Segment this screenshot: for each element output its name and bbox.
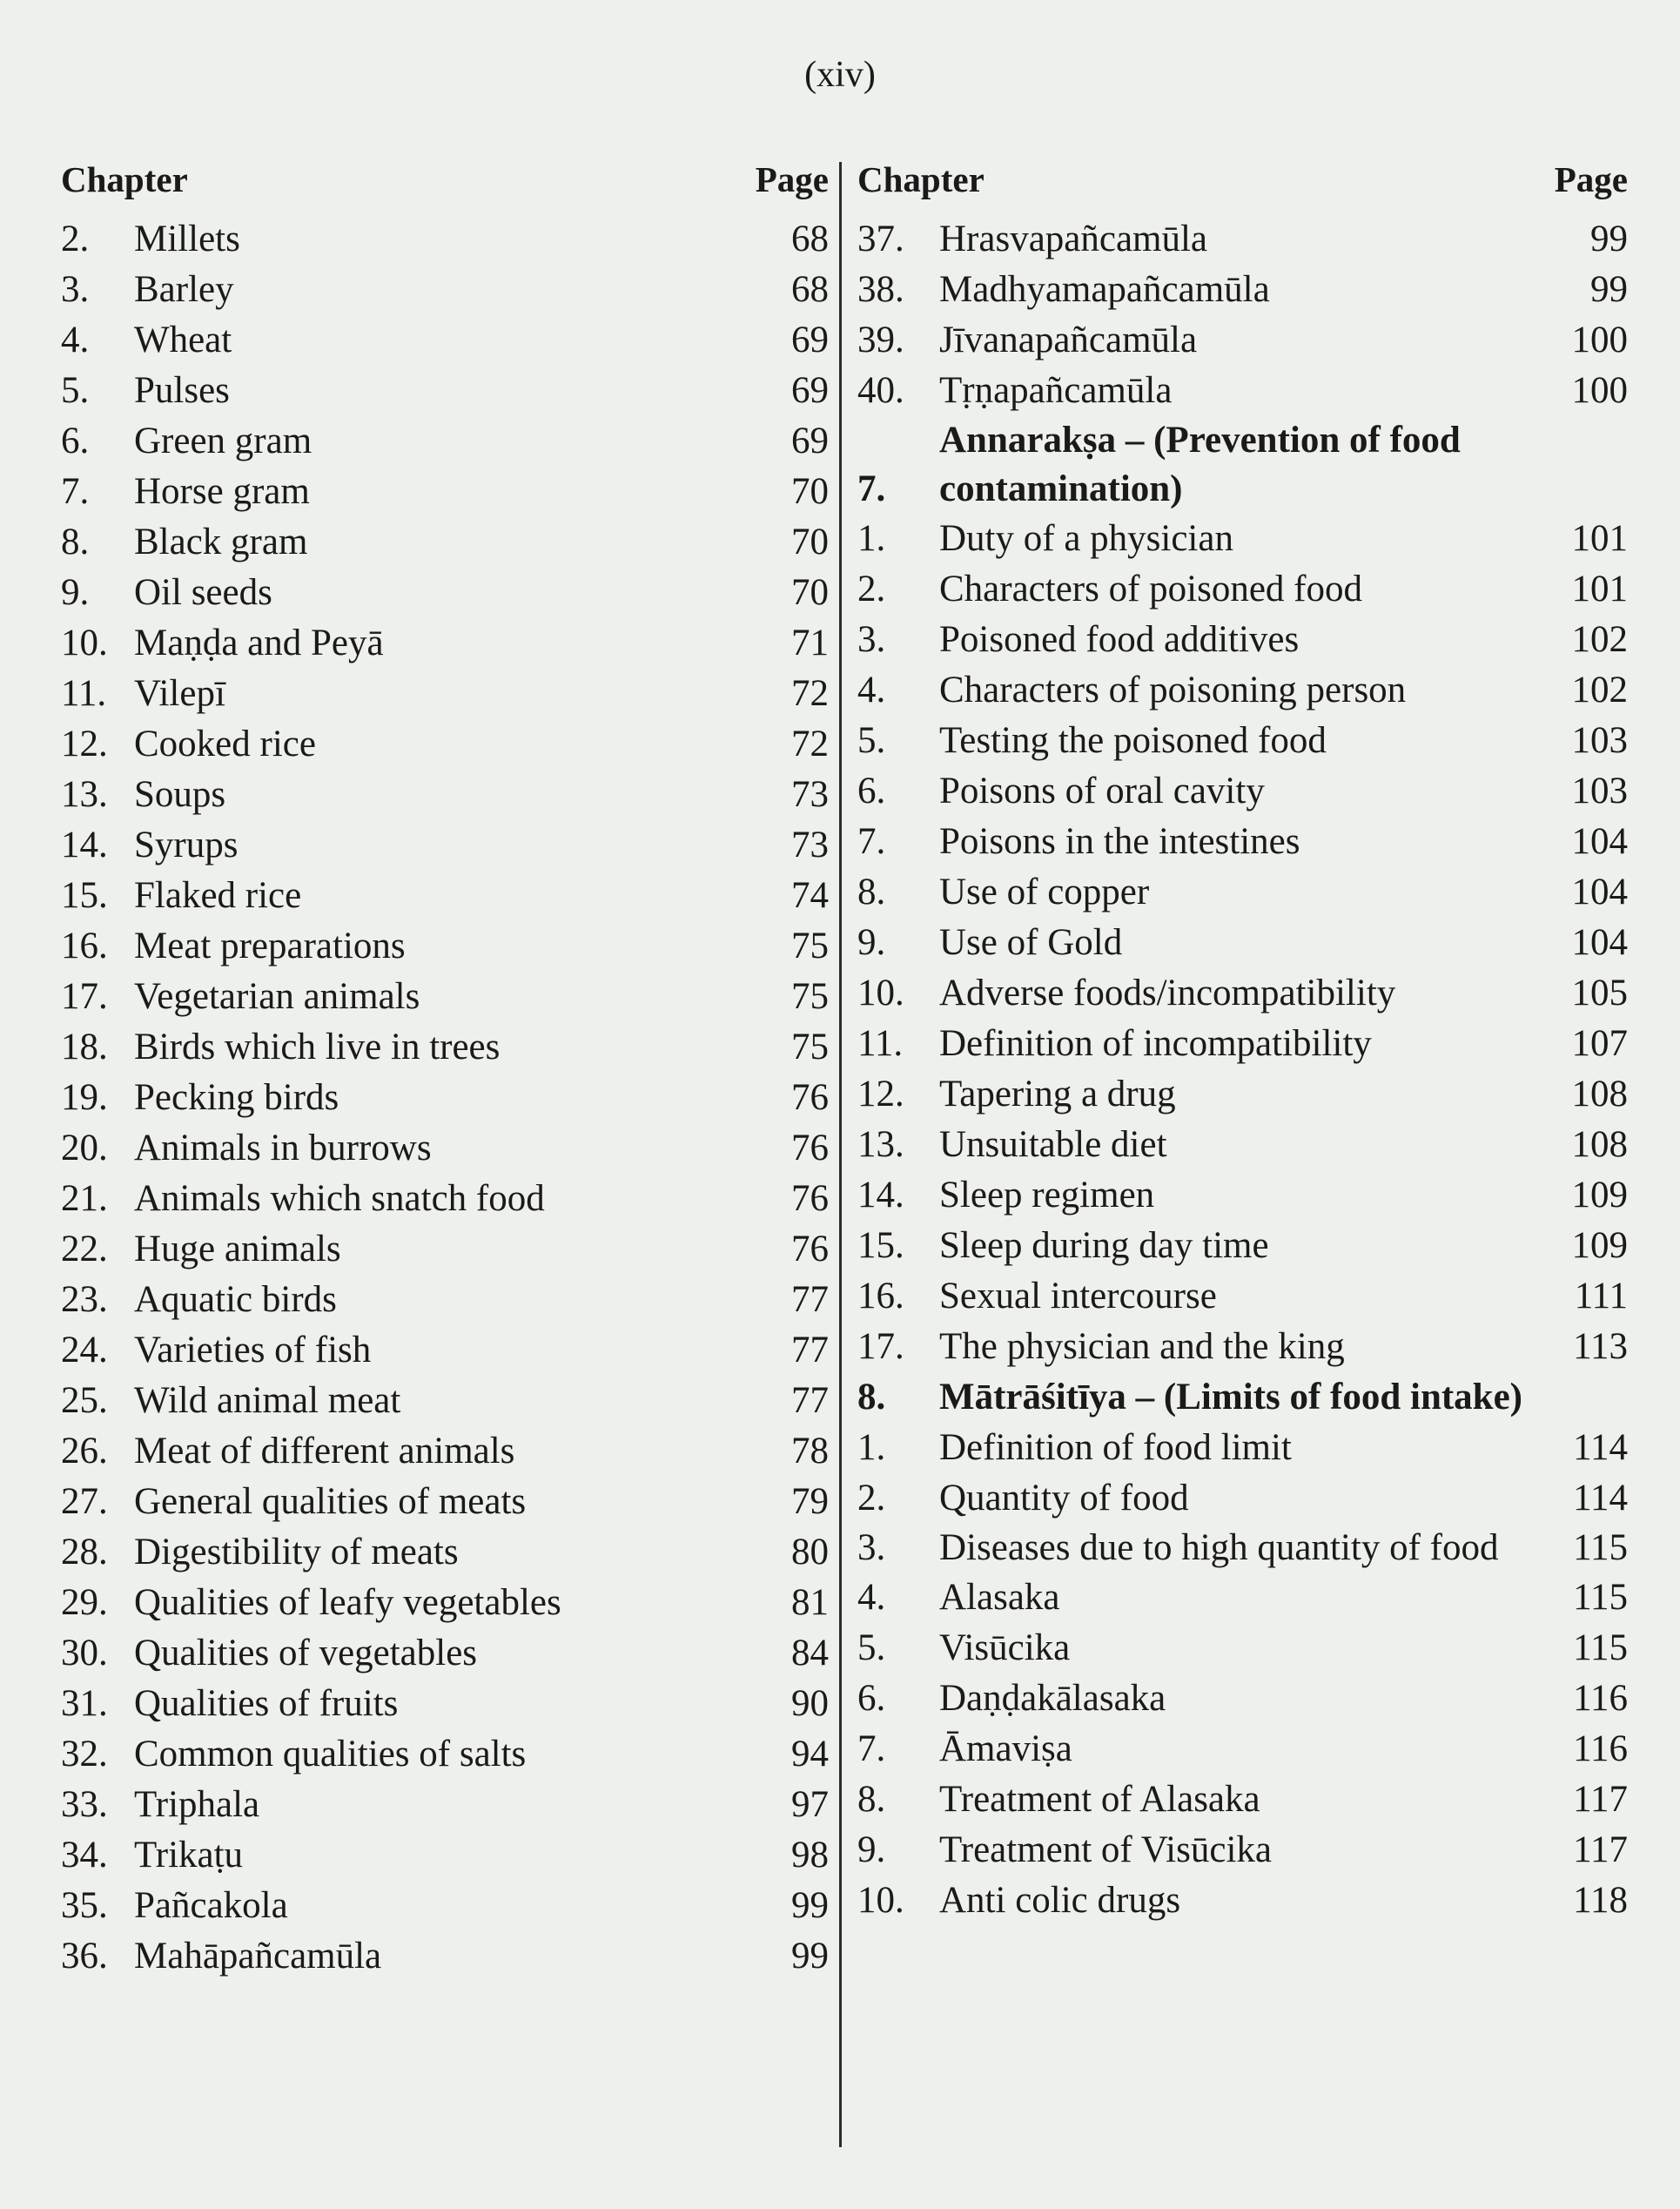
page-number: (xiv)	[804, 55, 876, 95]
entry-title: Unsuitable diet	[939, 1124, 1167, 1165]
entry-number: 2.	[857, 1478, 886, 1519]
entry-number: 3.	[857, 619, 886, 660]
entry-number: 8.	[857, 872, 886, 913]
column-header	[857, 153, 1628, 214]
entry-page: 69	[791, 421, 829, 461]
entry-number: 5.	[857, 1627, 886, 1668]
entry-number: 11.	[857, 1023, 904, 1064]
entry-title: Qualities of vegetables	[134, 1633, 478, 1674]
entry-page: 108	[1571, 1124, 1628, 1165]
entry-page: 114	[1573, 1478, 1628, 1519]
entry-title: Wild animal meat	[134, 1380, 401, 1421]
entry-page: 99	[791, 1936, 829, 1977]
entry-number: 14.	[61, 825, 108, 865]
entry-number: 4.	[61, 320, 90, 360]
entry-title: Animals in burrows	[134, 1128, 432, 1168]
entry-title: Pulses	[134, 370, 230, 411]
entry-title: General qualities of meats	[134, 1481, 527, 1522]
entry-title: Varieties of fish	[134, 1330, 372, 1371]
entry-title: Millets	[134, 219, 240, 259]
entry-title: Poisons in the intestines	[939, 821, 1300, 862]
entry-number: 12.	[61, 724, 108, 764]
entry-title: Anti colic drugs	[939, 1880, 1181, 1921]
column-header	[61, 153, 829, 214]
entry-number: 40.	[857, 370, 904, 411]
toc-entry	[61, 618, 829, 669]
toc-entry	[857, 968, 1628, 1019]
toc-entry	[857, 1724, 1628, 1775]
entry-page: 103	[1571, 720, 1628, 761]
entry-title: Use of copper	[939, 872, 1150, 913]
toc-entry	[61, 1123, 829, 1174]
entry-title: Testing the poisoned food	[939, 720, 1327, 761]
entry-title: Barley	[134, 269, 234, 310]
entry-page: 94	[791, 1734, 829, 1775]
toc-entry	[857, 615, 1628, 665]
toc-entry	[857, 716, 1628, 766]
toc-entry	[857, 315, 1628, 366]
entry-page: 114	[1573, 1427, 1628, 1468]
entry-number: 7.	[857, 468, 886, 509]
entry-page: 68	[791, 219, 829, 259]
entry-number: 5.	[857, 720, 886, 761]
entry-page: 77	[791, 1330, 829, 1371]
toc-entry	[61, 568, 829, 618]
entry-page: 116	[1573, 1678, 1628, 1719]
entry-number: 4.	[857, 1577, 886, 1618]
toc-entry	[857, 564, 1628, 615]
entry-number: 16.	[61, 926, 108, 966]
entry-title: Cooked rice	[134, 724, 316, 764]
entry-page: 115	[1573, 1527, 1628, 1568]
entry-page: 115	[1573, 1577, 1628, 1618]
toc-entry	[857, 1221, 1628, 1271]
entry-page: 101	[1571, 518, 1628, 559]
entry-page: 104	[1571, 872, 1628, 913]
entry-title: Vegetarian animals	[134, 976, 420, 1017]
entry-page: 105	[1571, 973, 1628, 1014]
toc-entry	[61, 1931, 829, 1982]
entry-number: 29.	[61, 1582, 108, 1623]
entry-number: 32.	[61, 1734, 108, 1775]
entry-number: 10.	[857, 1880, 904, 1921]
entry-page: 113	[1573, 1326, 1628, 1367]
entry-number: 28.	[61, 1532, 108, 1573]
entry-number: 26.	[61, 1431, 108, 1472]
toc-entry	[61, 1174, 829, 1224]
entry-title: Meat of different animals	[134, 1431, 515, 1472]
entry-page: 72	[791, 673, 829, 714]
entry-number: 9.	[857, 1829, 886, 1870]
entry-page: 69	[791, 370, 829, 411]
toc-entry	[857, 265, 1628, 315]
entry-title: Mahāpañcamūla	[134, 1936, 382, 1977]
entry-page: 97	[791, 1784, 829, 1825]
toc-entry	[61, 719, 829, 770]
entry-number: 12.	[857, 1074, 904, 1115]
entry-title: Horse gram	[134, 471, 310, 512]
entry-page: 102	[1571, 670, 1628, 711]
toc-entry	[61, 1780, 829, 1830]
entry-title: Āmaviṣa	[939, 1728, 1072, 1769]
toc-entry	[857, 1876, 1628, 1926]
entry-title: Poisoned food additives	[939, 619, 1300, 660]
entry-page: 98	[791, 1835, 829, 1876]
entry-number: 10.	[857, 973, 904, 1014]
entry-title: Visūcika	[939, 1627, 1071, 1668]
entry-title: Black gram	[134, 522, 308, 562]
entry-page: 68	[791, 269, 829, 310]
entry-page: 108	[1571, 1074, 1628, 1115]
entry-page: 101	[1571, 569, 1628, 609]
entry-title: Green gram	[134, 421, 312, 461]
entry-number: 9.	[857, 922, 886, 963]
entry-number: 7.	[857, 1728, 886, 1769]
toc-entry	[857, 867, 1628, 918]
entry-page: 103	[1571, 771, 1628, 812]
entry-page: 76	[791, 1077, 829, 1118]
toc-entry	[857, 1573, 1628, 1623]
toc-entry	[61, 1679, 829, 1729]
entry-page: 80	[791, 1532, 829, 1573]
entry-title: Tapering a drug	[939, 1074, 1176, 1115]
entry-number: 39.	[857, 320, 904, 360]
toc-entry	[857, 1623, 1628, 1674]
entry-title: Maṇḍa and Peyā	[134, 623, 384, 663]
entry-title: Vilepī	[134, 673, 225, 714]
toc-entry	[857, 1775, 1628, 1825]
entry-page: 70	[791, 471, 829, 512]
entry-page: 117	[1573, 1829, 1628, 1870]
entry-number: 17.	[61, 976, 108, 1017]
toc-entry	[61, 1729, 829, 1780]
toc-entry	[857, 766, 1628, 817]
entry-title: Wheat	[134, 320, 232, 360]
toc-section-heading	[857, 1372, 1628, 1423]
entry-page: 109	[1571, 1225, 1628, 1266]
toc-entry	[61, 517, 829, 568]
entry-page: 84	[791, 1633, 829, 1674]
toc-entry	[857, 1674, 1628, 1724]
toc-entry	[61, 1325, 829, 1376]
toc-entry	[61, 820, 829, 871]
entry-title: Duty of a physician	[939, 518, 1233, 559]
entry-page: 72	[791, 724, 829, 764]
toc-entry	[61, 921, 829, 972]
entry-number: 38.	[857, 269, 904, 310]
entry-number: 8.	[61, 522, 90, 562]
entry-title: Characters of poisoning person	[939, 670, 1407, 711]
entry-page: 73	[791, 774, 829, 815]
entry-title: Animals which snatch food	[134, 1178, 545, 1219]
entry-number: 5.	[61, 370, 90, 411]
entry-title: Pecking birds	[134, 1077, 339, 1118]
toc-entry	[857, 1120, 1628, 1170]
entry-number: 19.	[61, 1077, 108, 1118]
entry-number: 6.	[857, 1678, 886, 1719]
entry-number: 8.	[857, 1377, 886, 1418]
entry-page: 117	[1573, 1779, 1628, 1820]
toc-left-column	[61, 153, 829, 1982]
entry-page: 77	[791, 1380, 829, 1421]
toc-entry	[61, 1578, 829, 1628]
toc-entry	[857, 1322, 1628, 1372]
toc-entry	[61, 1022, 829, 1073]
entry-page: 78	[791, 1431, 829, 1472]
toc-entry	[857, 1271, 1628, 1322]
toc-entry	[61, 1527, 829, 1578]
entry-number: 2.	[857, 569, 886, 609]
entry-page: 69	[791, 320, 829, 360]
entry-title: Quantity of food	[939, 1478, 1189, 1519]
toc-entry	[857, 1019, 1628, 1069]
toc-entry	[61, 416, 829, 467]
page-heading: Page	[1554, 159, 1628, 199]
entry-title: Diseases due to high quantity of food	[939, 1527, 1499, 1568]
entry-number: 8.	[857, 1779, 886, 1820]
toc-entry	[61, 1881, 829, 1931]
entry-number: 11.	[61, 673, 107, 714]
entry-title: Hrasvapañcamūla	[939, 219, 1208, 259]
entry-title: Common qualities of salts	[134, 1734, 527, 1775]
entry-number: 22.	[61, 1229, 108, 1270]
entry-page: 75	[791, 926, 829, 966]
entry-number: 1.	[857, 1427, 886, 1468]
toc-entry	[61, 1628, 829, 1679]
entry-page: 99	[1590, 219, 1628, 259]
entry-number: 20.	[61, 1128, 108, 1168]
entry-page: 76	[791, 1178, 829, 1219]
entry-page: 100	[1571, 370, 1628, 411]
entry-number: 18.	[61, 1027, 108, 1067]
entry-number: 37.	[857, 219, 904, 259]
entry-number: 3.	[857, 1527, 886, 1568]
entry-page: 77	[791, 1279, 829, 1320]
entry-title: Use of Gold	[939, 922, 1123, 963]
toc-entry	[61, 1477, 829, 1527]
entry-title: Sleep regimen	[939, 1175, 1155, 1216]
entry-page: 75	[791, 1027, 829, 1067]
entry-page: 111	[1574, 1276, 1628, 1317]
chapter-heading: Chapter	[61, 159, 188, 199]
entry-title: Sleep during day time	[939, 1225, 1269, 1266]
entry-title: Definition of food limit	[939, 1427, 1292, 1468]
entry-page: 76	[791, 1128, 829, 1168]
entry-number: 23.	[61, 1279, 108, 1320]
entry-number: 17.	[857, 1326, 904, 1367]
entry-number: 31.	[61, 1683, 108, 1724]
entry-title: Jīvanapañcamūla	[939, 320, 1198, 360]
entry-title: Definition of incompatibility	[939, 1023, 1372, 1064]
page-heading: Page	[755, 159, 829, 199]
entry-page: 81	[791, 1582, 829, 1623]
entry-number: 3.	[61, 269, 90, 310]
entry-number: 25.	[61, 1380, 108, 1421]
entry-page: 99	[791, 1885, 829, 1926]
entry-number: 1.	[857, 518, 886, 559]
entry-title: Trikaṭu	[134, 1835, 244, 1876]
entry-title: Digestibility of meats	[134, 1532, 459, 1573]
toc-entry	[61, 1275, 829, 1325]
toc-entry	[61, 770, 829, 820]
toc-entry	[857, 514, 1628, 564]
toc-entry	[61, 315, 829, 366]
entry-number: 13.	[857, 1124, 904, 1165]
toc-entry	[61, 1426, 829, 1477]
entry-page: 71	[791, 623, 829, 663]
toc-entry	[61, 1830, 829, 1881]
toc-entry	[61, 366, 829, 416]
entry-title: Characters of poisoned food	[939, 569, 1362, 609]
entry-page: 104	[1571, 821, 1628, 862]
toc-entry	[61, 1073, 829, 1123]
entry-number: 33.	[61, 1784, 108, 1825]
entry-page: 107	[1571, 1023, 1628, 1064]
entry-page: 75	[791, 976, 829, 1017]
entry-page: 115	[1573, 1627, 1628, 1668]
toc-entry	[857, 665, 1628, 716]
toc-entry	[857, 1825, 1628, 1876]
entry-title: Pañcakola	[134, 1885, 288, 1926]
toc-entry	[857, 1069, 1628, 1120]
entry-number: 9.	[61, 572, 90, 613]
toc-section-heading	[857, 416, 1628, 514]
entry-title: Flaked rice	[134, 875, 302, 916]
entry-number: 14.	[857, 1175, 904, 1216]
entry-number: 7.	[857, 821, 886, 862]
toc-entry	[61, 1376, 829, 1426]
entry-page: 102	[1571, 619, 1628, 660]
toc-entry	[857, 918, 1628, 968]
entry-number: 15.	[61, 875, 108, 916]
entry-number: 36.	[61, 1936, 108, 1977]
entry-title: Treatment of Alasaka	[939, 1779, 1260, 1820]
entry-title: Qualities of leafy vegetables	[134, 1582, 561, 1623]
entry-number: 13.	[61, 774, 108, 815]
toc-right-column	[857, 153, 1628, 1926]
entry-title: Mātrāśitīya – (Limits of food intake)	[939, 1377, 1523, 1418]
toc-entry	[857, 817, 1628, 867]
entry-page: 73	[791, 825, 829, 865]
toc-entry	[857, 1423, 1628, 1473]
entry-title: Madhyamapañcamūla	[939, 269, 1270, 310]
entry-number: 2.	[61, 219, 90, 259]
toc-entry	[857, 1170, 1628, 1221]
toc-entry	[857, 366, 1628, 416]
entry-title: Tṛṇapañcamūla	[939, 370, 1173, 411]
entry-page: 104	[1571, 922, 1628, 963]
toc-entry	[61, 265, 829, 315]
entry-title: Daṇḍakālasaka	[939, 1678, 1166, 1719]
entry-title: Syrups	[134, 825, 239, 865]
entry-page: 74	[791, 875, 829, 916]
entry-number: 6.	[857, 771, 886, 812]
toc-entry	[857, 1473, 1628, 1524]
entry-page: 109	[1571, 1175, 1628, 1216]
toc-entry	[61, 669, 829, 719]
entry-page: 76	[791, 1229, 829, 1270]
entry-title: Meat preparations	[134, 926, 406, 966]
entry-title: The physician and the king	[939, 1326, 1345, 1367]
entry-page: 79	[791, 1481, 829, 1522]
entry-page: 116	[1573, 1728, 1628, 1769]
entry-page: 99	[1590, 269, 1628, 310]
entry-page: 90	[791, 1683, 829, 1724]
entry-number: 10.	[61, 623, 108, 663]
toc-entry	[857, 214, 1628, 265]
entry-title: Aquatic birds	[134, 1279, 337, 1320]
entry-page: 70	[791, 522, 829, 562]
entry-title: Treatment of Visūcika	[939, 1829, 1272, 1870]
entry-title: Soups	[134, 774, 226, 815]
entry-title: Adverse foods/incompatibility	[939, 973, 1396, 1014]
entry-page: 118	[1573, 1880, 1628, 1921]
chapter-heading: Chapter	[857, 159, 984, 199]
toc-entry	[61, 871, 829, 921]
entry-page: 100	[1571, 320, 1628, 360]
entry-title: Birds which live in trees	[134, 1027, 501, 1067]
entry-number: 21.	[61, 1178, 108, 1219]
column-divider	[839, 162, 842, 2147]
entry-number: 6.	[61, 421, 90, 461]
entry-number: 24.	[61, 1330, 108, 1371]
entry-page: 70	[791, 572, 829, 613]
entry-title: Huge animals	[134, 1229, 341, 1270]
toc-entry	[61, 467, 829, 517]
entry-number: 7.	[61, 471, 90, 512]
entry-number: 27.	[61, 1481, 108, 1522]
entry-title: Oil seeds	[134, 572, 272, 613]
toc-entry	[857, 1524, 1628, 1573]
entry-title: Qualities of fruits	[134, 1683, 399, 1724]
entry-number: 34.	[61, 1835, 108, 1876]
entry-number: 30.	[61, 1633, 108, 1674]
entry-number: 15.	[857, 1225, 904, 1266]
toc-entry	[61, 1224, 829, 1275]
entry-title: Triphala	[134, 1784, 260, 1825]
entry-title: Poisons of oral cavity	[939, 771, 1265, 812]
entry-number: 4.	[857, 670, 886, 711]
toc-entry	[61, 972, 829, 1022]
entry-title: Sexual intercourse	[939, 1276, 1217, 1317]
entry-title: Annarakṣa – (Prevention of food contamination)	[939, 420, 1461, 509]
entry-number: 35.	[61, 1885, 108, 1926]
toc-entry	[61, 214, 829, 265]
entry-number: 16.	[857, 1276, 904, 1317]
entry-title: Alasaka	[939, 1577, 1060, 1618]
